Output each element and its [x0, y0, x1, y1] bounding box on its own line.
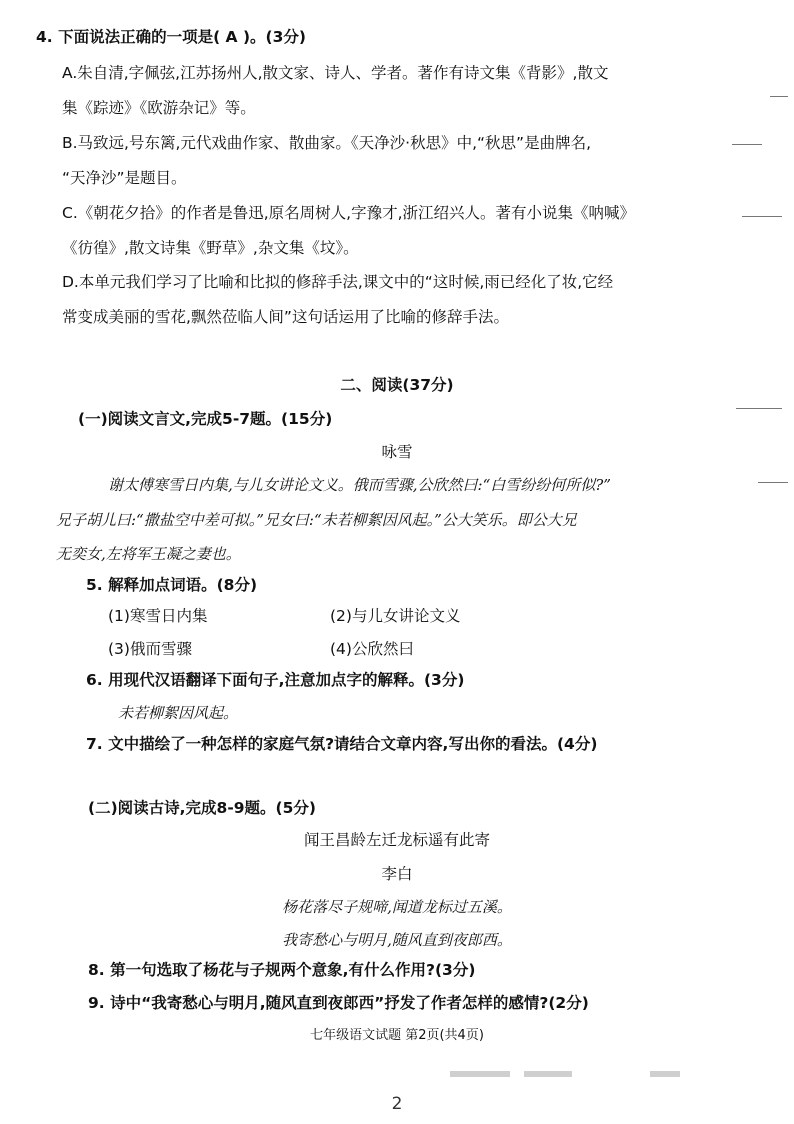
question-7: 7. 文中描绘了一种怎样的家庭气氛?请结合文章内容,写出你的看法。(4分) — [86, 735, 598, 753]
option-a-line-1: A.朱自清,字佩弦,江苏扬州人,散文家、诗人、学者。著作有诗文集《背影》,散文 — [62, 64, 609, 82]
option-c-line-1: C.《朝花夕拾》的作者是鲁迅,原名周树人,字豫才,浙江绍兴人。著有小说集《呐喊》 — [62, 204, 636, 222]
option-c-line-2: 《彷徨》,散文诗集《野草》,杂文集《坟》。 — [62, 239, 359, 257]
scan-mark — [732, 144, 762, 145]
question-4-stem: 4. 下面说法正确的一项是( A )。(3分) — [36, 28, 306, 46]
scan-mark — [736, 408, 782, 409]
question-8: 8. 第一句选取了杨花与子规两个意象,有什么作用?(3分) — [88, 961, 476, 979]
poem-author: 李白 — [381, 865, 413, 883]
part-2-instruction: (二)阅读古诗,完成8-9题。(5分) — [88, 799, 317, 817]
section-2-heading: 二、阅读(37分) — [340, 376, 454, 394]
scan-mark — [758, 482, 788, 483]
scan-smudge — [650, 1071, 680, 1077]
passage-line-2: 兄子胡儿曰:“撒盐空中差可拟。”兄女曰:“未若柳絮因风起。”公大笑乐。即公大兄 — [56, 511, 577, 529]
passage-title: 咏雪 — [381, 443, 413, 461]
question-5-item-1: (1)寒雪日内集 — [108, 607, 208, 625]
scan-mark — [742, 216, 782, 217]
part-1-instruction: (一)阅读文言文,完成5-7题。(15分) — [78, 410, 333, 428]
question-9: 9. 诗中“我寄愁心与明月,随风直到夜郎西”抒发了作者怎样的感情?(2分) — [88, 994, 589, 1012]
question-5-item-2: (2)与儿女讲论文义 — [330, 607, 461, 625]
option-d-line-2: 常变成美丽的雪花,飘然莅临人间”这句话运用了比喻的修辞手法。 — [62, 308, 509, 326]
option-d-line-1: D.本单元我们学习了比喻和比拟的修辞手法,课文中的“这时候,雨已经化了妆,它经 — [62, 273, 614, 291]
question-5-item-3: (3)俄而雪骤 — [108, 640, 192, 658]
poem-line-2: 我寄愁心与明月,随风直到夜郎西。 — [282, 931, 512, 949]
passage-line-3: 无奕女,左将军王凝之妻也。 — [56, 545, 241, 563]
exam-footer: 七年级语文试题 第2页(共4页) — [310, 1028, 484, 1043]
question-6: 6. 用现代汉语翻译下面句子,注意加点字的解释。(3分) — [86, 671, 465, 689]
poem-title: 闻王昌龄左迁龙标遥有此寄 — [303, 831, 490, 849]
scan-smudge — [450, 1071, 510, 1077]
poem-line-1: 杨花落尽子规啼,闻道龙标过五溪。 — [282, 898, 512, 916]
scan-mark — [770, 96, 788, 97]
question-5: 5. 解释加点词语。(8分) — [86, 576, 258, 594]
passage-line-1: 谢太傅寒雪日内集,与儿女讲论文义。俄而雪骤,公欣然曰:“白雪纷纷何所似?” — [108, 476, 611, 494]
question-6-sentence: 未若柳絮因风起。 — [118, 704, 239, 722]
option-b-line-2: “天净沙”是题目。 — [62, 169, 187, 187]
option-a-line-2: 集《踪迹》《欧游杂记》等。 — [62, 99, 256, 117]
scan-smudge — [524, 1071, 572, 1077]
option-b-line-1: B.马致远,号东篱,元代戏曲作家、散曲家。《天净沙·秋思》中,“秋思”是曲牌名, — [62, 134, 592, 152]
page-number: 2 — [391, 1094, 403, 1114]
question-5-item-4: (4)公欣然曰 — [330, 640, 414, 658]
